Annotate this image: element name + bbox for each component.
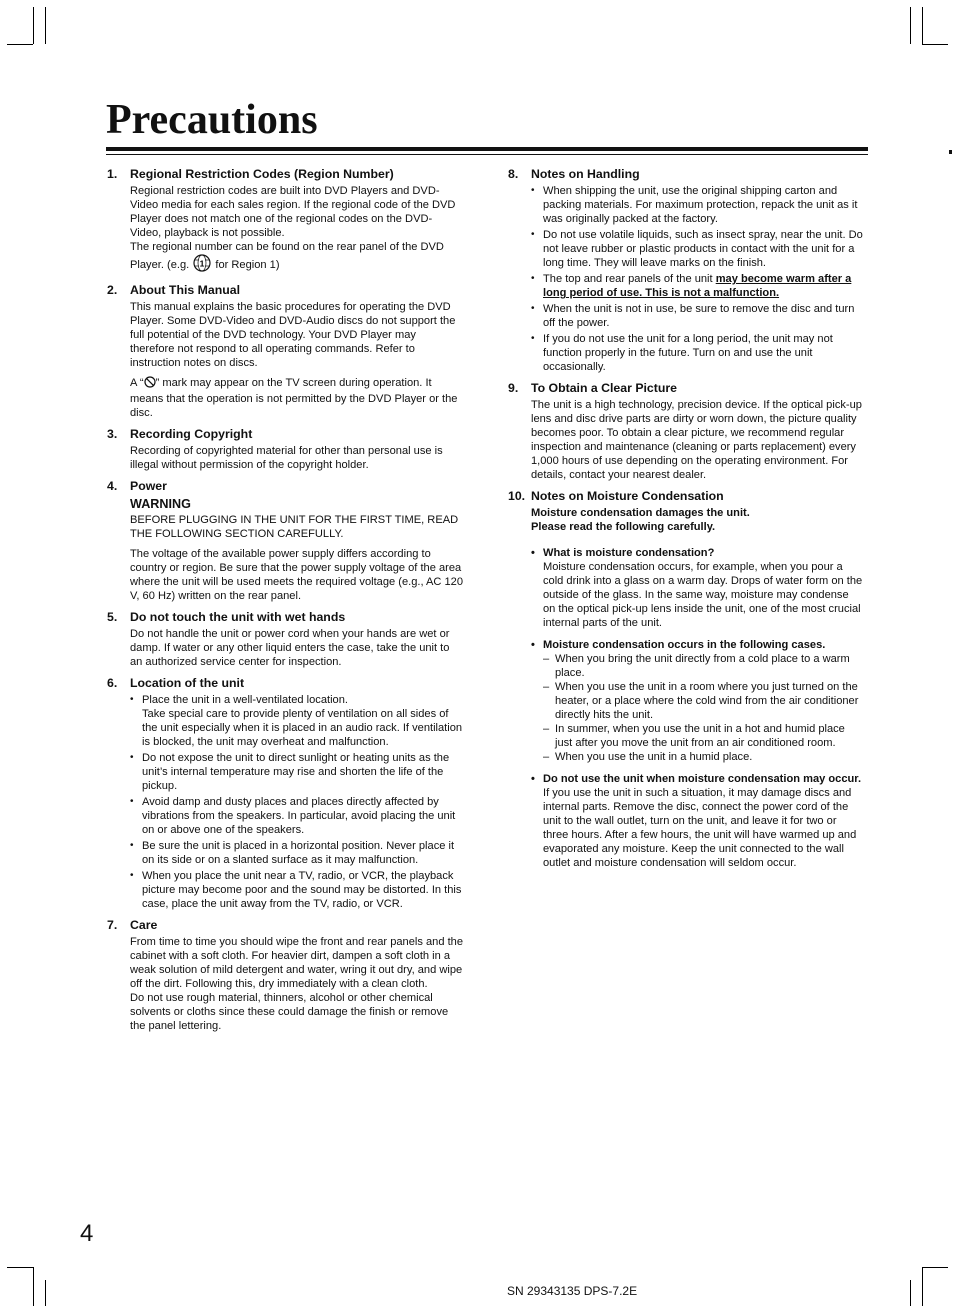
- list-item: • Avoid damp and dusty places and places directly affected by vibrations from the speakers. In particular, avoid placing the unit on or above one of the speakers.: [130, 795, 463, 837]
- paragraph: This manual explains the basic procedures for operating the DVD Player. Some DVD-Video and DVD-Audio discs do not support the full potential of the DVD technology. Your DVD Player may therefore not respond to all operating commands. Refer to instruction notes on discs.: [130, 301, 456, 369]
- crop-mark: [922, 44, 948, 45]
- section-clear-picture: [508, 380, 864, 482]
- crop-mark: [910, 1280, 911, 1306]
- title-rule-thin: [106, 154, 868, 155]
- page-title: Precautions: [106, 97, 318, 143]
- dash-item: – When you bring the unit directly from a cold place to a warm place.: [543, 652, 864, 680]
- list-item: • Place the unit in a well-ventilated location. Take special care to provide plenty of ventilation on all sides of the unit especially when it is placed in an audio rack. If ventilation is blocked, the unit may overheat and malfunction.: [130, 693, 463, 749]
- region-digit: 1: [199, 258, 205, 269]
- paragraph: Do not use rough material, thinners, alcohol or other chemical solvents or cloths since these could damage the finish or remove the panel lettering.: [130, 992, 449, 1032]
- paragraph: The unit is a high technology, precision device. If the optical pick-up lens and disc drive parts are dirty or worn down, the picture quality becomes poor. To obtain a clear picture, we recommend regular inspection and maintenance (cleaning or parts replacement) every 1,000 hours of use depending on the operating environment. For details, contact your nearest dealer.: [531, 399, 862, 481]
- section-number: 7.: [107, 918, 118, 932]
- bullet-heading: • What is moisture condensation?: [543, 547, 715, 559]
- section-power: [107, 478, 463, 603]
- crop-mark: [922, 7, 923, 44]
- section-number: 8.: [508, 167, 519, 181]
- bold-note: Moisture condensation damages the unit.: [531, 507, 750, 519]
- section-regional-codes: [107, 166, 463, 276]
- crop-mark: [45, 1280, 46, 1306]
- bullet-heading: • Moisture condensation occurs in the following cases.: [543, 639, 826, 651]
- section-number: 9.: [508, 381, 519, 395]
- paragraph: Regional restriction codes are built into DVD Players and DVD-Video media for each sales region. If the regional code of the DVD Player does not match one of the regional codes on the DVD-Video, playback is not possible.: [130, 185, 456, 239]
- title-rule: [106, 147, 868, 151]
- section-wet-hands: [107, 609, 463, 669]
- crop-mark: [33, 7, 34, 44]
- bullet-heading: • Do not use the unit when moisture condensation may occur.: [543, 773, 862, 785]
- paragraph: Recording of copyrighted material for other than personal use is illegal without permission of the copyright holder.: [130, 445, 443, 471]
- paragraph: If you use the unit in such a situation, it may damage discs and internal parts. Remove the disc, connect the power cord of the unit to the wall outlet, turn on the unit, and leave it for two or three hours. After a few hours, the unit will have warmed up and evaporated any moisture. Keep the unit connected to the wall outlet and moisture condensation will seldom occur.: [543, 787, 857, 869]
- dash-item: – When you use the unit in a room where you just turned on the heater, or a place where the cold wind from the air conditioner directly hits the unit.: [543, 680, 864, 722]
- list-item: • Be sure the unit is placed in a horizontal position. Never place it on its side or on a slanted surface as it may malfunction.: [130, 839, 463, 867]
- list-item: • When you place the unit near a TV, radio, or VCR, the playback picture may become poor and the sound may be distorted. In this case, place the unit away from the TV, radio, or VCR.: [130, 869, 463, 911]
- paragraph: Moisture condensation occurs, for example, when you pour a cold drink into a glass on a warm day. Drops of water form on the outside of the glass. In the same way, moisture may condense on the optical pick-up lens inside the unit, one of the most crucial internal parts of the unit.: [543, 561, 863, 629]
- list-item: • The top and rear panels of the unit may become warm after a long period of use. This is not a malfunction.: [531, 272, 864, 300]
- section-heading: Care: [130, 918, 158, 932]
- paragraph: The regional number can be found on the rear panel of the DVD Player. (e.g. 1 for Region 1): [130, 240, 463, 276]
- section-heading: About This Manual: [130, 283, 240, 297]
- section-heading: Power: [130, 479, 167, 493]
- list-item: • If you do not use the unit for a long period, the unit may not function properly in the future. Turn on and use the unit occasionally.: [531, 332, 864, 374]
- bullet-list: [531, 184, 864, 374]
- crop-mark: [922, 1267, 948, 1268]
- list-item: • When the unit is not in use, be sure to remove the disc and turn off the power.: [531, 302, 864, 330]
- warm-notice: may become warm after a long period of use. This is not a malfunction.: [543, 273, 852, 299]
- list-item: • Do not use volatile liquids, such as insect spray, near the unit. Do not leave rubber or plastic products in contact with the unit for a long time. They will leave marks on the finish.: [531, 228, 864, 270]
- section-heading: Notes on Handling: [531, 167, 640, 181]
- list-item: • Do not expose the unit to direct sunlight or heating units as the unit’s internal temperature may rise and shorten the life of the pickup.: [130, 751, 463, 793]
- right-column: [508, 166, 864, 878]
- section-recording-copyright: [107, 426, 463, 472]
- section-heading: Location of the unit: [130, 676, 245, 690]
- dash-item: – In summer, when you use the unit in a hot and humid place just after you move the unit from an air conditioned room.: [543, 722, 864, 750]
- section-care: [107, 917, 463, 1033]
- section-number: 10.: [508, 489, 526, 503]
- list-item: [531, 638, 864, 764]
- list-item: [531, 546, 864, 630]
- paragraph: A “ ” mark may appear on the TV screen during operation. It means that the operation is not permitted by the DVD Player or the disc.: [130, 377, 458, 419]
- section-location: [107, 675, 463, 911]
- prohibited-icon: [144, 376, 156, 392]
- warning-text: BEFORE PLUGGING IN THE UNIT FOR THE FIRST TIME, READ THE FOLLOWING SECTION CAREFULLY.: [130, 514, 459, 540]
- crop-mark: [7, 1267, 33, 1268]
- paragraph: From time to time you should wipe the front and rear panels and the cabinet with a soft cloth. For heavier dirt, dampen a soft cloth in a weak solution of mild detergent and water, wring it out dry, and wipe off the dirt. Following this, dry immediately with a clean cloth.: [130, 936, 463, 990]
- section-number: 2.: [107, 283, 118, 297]
- section-number: 1.: [107, 167, 118, 181]
- section-heading: Do not touch the unit with wet hands: [130, 610, 346, 624]
- dash-item: – When you use the unit in a humid place.: [543, 750, 864, 764]
- page-number: 4: [80, 1220, 94, 1247]
- crop-mark: [33, 1267, 34, 1306]
- list-item: [531, 772, 864, 870]
- crop-mark: [910, 7, 911, 44]
- section-heading: To Obtain a Clear Picture: [531, 381, 678, 395]
- crop-mark: [45, 7, 46, 44]
- footer-code: SN 29343135 DPS-7.2E: [507, 1284, 638, 1298]
- section-about-manual: [107, 282, 463, 420]
- bold-note: Please read the following carefully.: [531, 521, 716, 533]
- section-heading: Recording Copyright: [130, 427, 253, 441]
- section-handling: [508, 166, 864, 374]
- paragraph: The voltage of the available power supply differs according to country or region. Be sure that the power supply voltage of the area where the unit will be used meets the required voltage (e.g., AC 120 V, 60 Hz) written on the rear panel.: [130, 548, 464, 602]
- warning-label: WARNING: [130, 497, 191, 511]
- left-column: [107, 166, 463, 1039]
- section-number: 5.: [107, 610, 118, 624]
- edge-mark: [949, 150, 952, 154]
- section-moisture: [508, 488, 864, 870]
- section-heading: Notes on Moisture Condensation: [531, 489, 724, 503]
- crop-mark: [7, 44, 33, 45]
- paragraph: Do not handle the unit or power cord when your hands are wet or damp. If water or any other liquid enters the case, take the unit to an authorized service center for inspection.: [130, 628, 450, 668]
- crop-mark: [922, 1267, 923, 1306]
- dash-list: [543, 652, 864, 764]
- section-number: 4.: [107, 479, 118, 493]
- list-item: • When shipping the unit, use the original shipping carton and packing materials. For maximum protection, repack the unit as it was originally packed at the factory.: [531, 184, 864, 226]
- bullet-list: [130, 693, 463, 911]
- section-number: 3.: [107, 427, 118, 441]
- section-number: 6.: [107, 676, 118, 690]
- bullet-list: [531, 546, 864, 870]
- region-1-globe-icon: [193, 254, 211, 276]
- section-heading: Regional Restriction Codes (Region Number): [130, 167, 394, 181]
